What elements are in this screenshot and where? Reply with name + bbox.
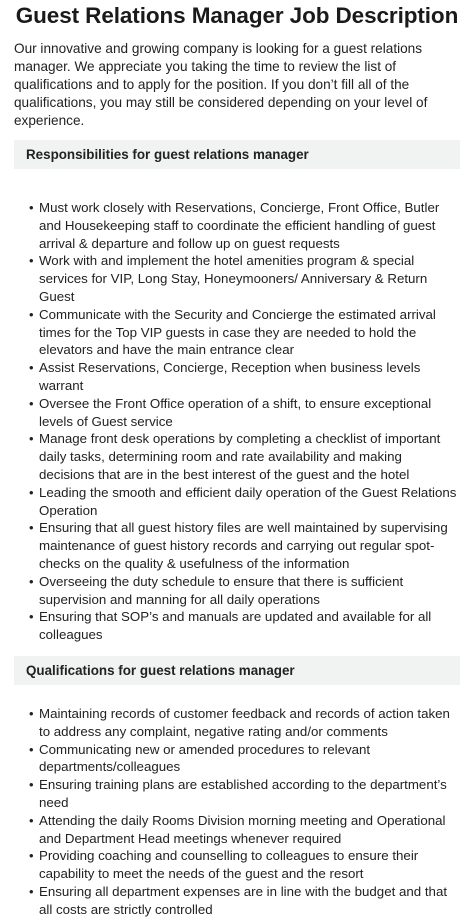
list-item <box>14 573 460 609</box>
bullet-icon: • <box>29 484 34 500</box>
bullet-icon: • <box>29 883 34 899</box>
bullet-icon: • <box>29 741 34 757</box>
list-item <box>14 484 460 520</box>
intro-paragraph: Our innovative and growing company is looking for a guest relations manager. We appreciate you taking the time to review the list of qualifications and to apply for the position. If you don’t fill all of the qualifications, you may still be considered depending on your level of experience. <box>14 41 428 128</box>
list-item <box>14 252 460 305</box>
list-item <box>14 430 460 483</box>
bullet-icon: • <box>29 812 34 828</box>
list-item-text: Maintaining records of customer feedback and records of action taken to address any complaint, negative rating and/or comments <box>39 705 450 739</box>
bullet-icon: • <box>29 573 34 589</box>
bullet-icon: • <box>29 395 34 411</box>
list-item-text: Providing coaching and counselling to colleagues to ensure their capability to meet the needs of the guest and the resort <box>39 848 419 882</box>
list-item <box>14 199 460 252</box>
list-item <box>14 776 460 812</box>
list-item <box>14 306 460 359</box>
list-item-text: Overseeing the duty schedule to ensure that there is sufficient supervision and manning for all daily operations <box>39 573 404 607</box>
list-item <box>14 359 460 395</box>
list-item-text: Must work closely with Reservations, Concierge, Front Office, Butler and Housekeeping staff to coordinate the efficient handling of guest arrival & departure and follow up on guest requests <box>39 200 440 251</box>
bullet-icon: • <box>29 848 34 864</box>
list-item <box>14 847 460 883</box>
list-item-text: Ensuring that SOP’s and manuals are updated and available for all colleagues <box>39 609 432 643</box>
list-item-text: Communicate with the Security and Concierge the estimated arrival times for the Top VIP guests in case they are needed to hold the elevators and have the main entrance clear <box>39 306 436 358</box>
responsibilities-header: Responsibilities for guest relations manager <box>14 140 460 169</box>
page-title: Guest Relations Manager Job Description <box>15 3 459 28</box>
list-item <box>14 705 460 741</box>
bullet-icon: • <box>29 360 34 376</box>
qualifications-list <box>14 705 460 918</box>
qualifications-header: Qualifications for guest relations manager <box>14 656 460 685</box>
list-item <box>14 519 460 572</box>
list-item-text: Ensuring that all guest history files are well maintained by supervising maintenance of guest history records and carrying out regular spot-checks on the quality & usefulness of the information <box>39 520 448 571</box>
list-item <box>14 608 460 644</box>
list-item-text: Work with and implement the hotel amenities program & special services for VIP, Long Stay, Honeymooners/ Anniversary & Return Guest <box>39 253 428 304</box>
list-item-text: Oversee the Front Office operation of a shift, to ensure exceptional levels of Guest service <box>39 395 432 429</box>
list-item-text: Ensuring training plans are established according to the department’s need <box>39 777 447 810</box>
bullet-icon: • <box>29 705 34 721</box>
list-item-text: Ensuring all department expenses are in line with the budget and that all costs are strictly controlled <box>39 883 448 917</box>
bullet-icon: • <box>29 777 34 793</box>
bullet-icon: • <box>29 253 34 269</box>
bullet-icon: • <box>29 431 34 447</box>
list-item <box>14 812 460 848</box>
bullet-icon: • <box>29 200 34 215</box>
bullet-icon: • <box>29 306 34 322</box>
list-item-text: Assist Reservations, Concierge, Reception when business levels warrant <box>39 360 421 393</box>
list-item <box>14 741 460 777</box>
bullet-icon: • <box>29 520 34 536</box>
list-item-text: Manage front desk operations by completing a checklist of important daily tasks, determining room and rate availability and making decisions that are in the best interest of the guest and the hotel <box>39 431 441 482</box>
list-item <box>14 395 460 431</box>
list-item-text: Attending the daily Rooms Division morning meeting and Operational and Department Head meetings whenever required <box>39 812 446 846</box>
list-item <box>14 883 460 918</box>
list-item-text: Communicating new or amended procedures to relevant departments/colleagues <box>39 741 371 775</box>
list-item-text: Leading the smooth and efficient daily operation of the Guest Relations Operation <box>39 484 457 518</box>
responsibilities-list <box>14 199 460 644</box>
bullet-icon: • <box>29 609 34 625</box>
